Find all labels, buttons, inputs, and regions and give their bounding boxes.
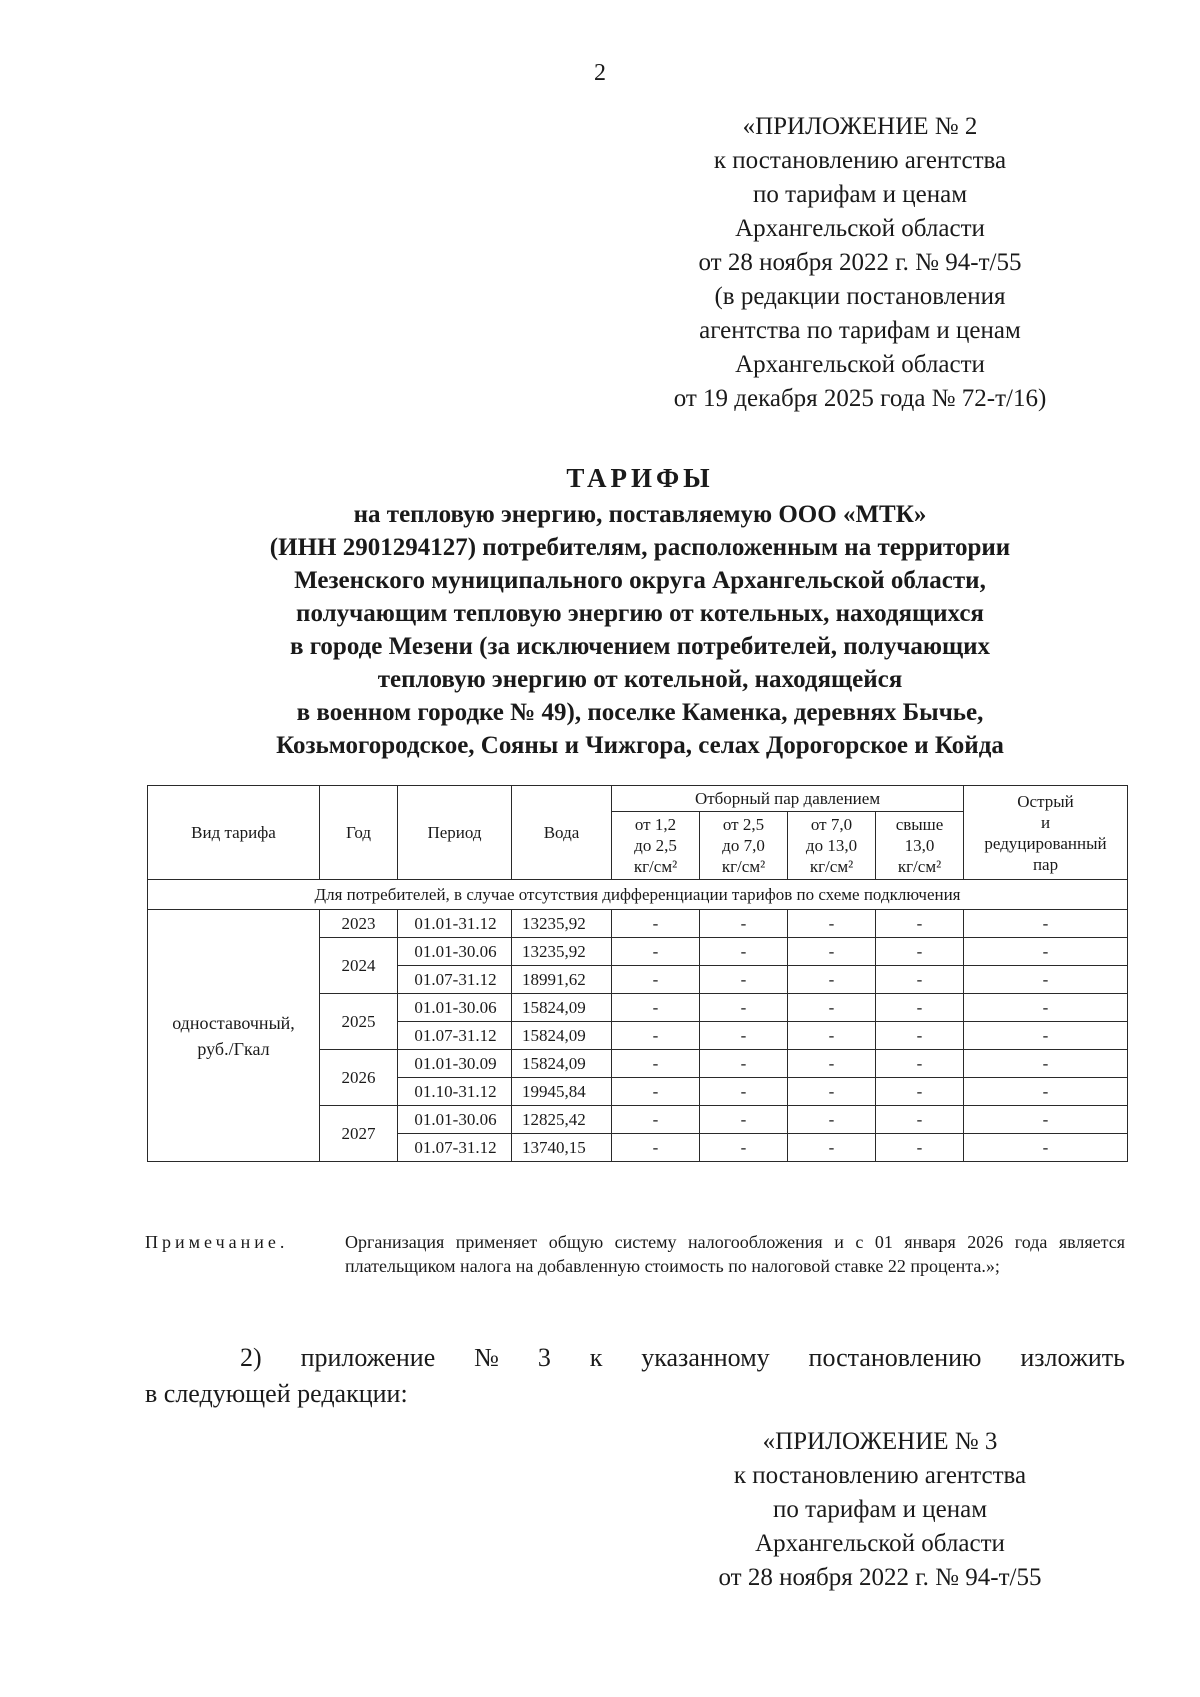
dash-cell: - — [788, 966, 876, 994]
dash-cell: - — [612, 1134, 700, 1162]
water-cell: 13740,15 — [512, 1134, 612, 1162]
header-sharp-steam-line: Острый — [1017, 791, 1074, 811]
year-cell: 2027 — [320, 1106, 398, 1162]
dash-cell: - — [964, 1106, 1128, 1134]
dash-cell: - — [612, 1106, 700, 1134]
period-cell: 01.01-31.12 — [398, 910, 512, 938]
header-steam-line: до 2,5 — [634, 836, 677, 855]
dash-cell: - — [876, 910, 964, 938]
appendix-2-line: (в редакции постановления — [714, 283, 1006, 310]
note-text: Организация применяет общую систему налогообложения и с 01 января 2026 года является плательщиком налога на добавленную стоимость по налоговой ставке 22 процента.»; — [345, 1232, 1125, 1276]
header-steam-line: до 13,0 — [805, 836, 858, 855]
header-steam-line: кг/см² — [897, 857, 942, 876]
header-steam-line: 13,0 — [904, 836, 935, 855]
water-cell: 15824,09 — [512, 1050, 612, 1078]
dash-cell: - — [876, 1134, 964, 1162]
appendix-3-header — [620, 1425, 1140, 1595]
appendix-3-line: по тарифам и ценам — [772, 1496, 988, 1523]
header-sharp-steam-line: пар — [1032, 854, 1059, 874]
dash-cell: - — [876, 994, 964, 1022]
dash-cell: - — [700, 938, 788, 966]
dash-cell: - — [612, 1078, 700, 1106]
water-cell: 12825,42 — [512, 1106, 612, 1134]
period-cell: 01.01-30.06 — [398, 1106, 512, 1134]
title-line: (ИНН 2901294127) потребителям, расположенным на территории — [269, 534, 1011, 561]
title-heading: ТАРИФЫ — [566, 463, 714, 493]
header-period: Период — [398, 786, 512, 880]
dash-cell: - — [964, 910, 1128, 938]
header-steam-4 — [876, 812, 964, 880]
appendix-2-line: по тарифам и ценам — [752, 181, 968, 208]
dash-cell: - — [700, 1134, 788, 1162]
appendix-2-header — [600, 110, 1120, 416]
dash-cell: - — [788, 938, 876, 966]
header-steam-line: до 7,0 — [722, 836, 765, 855]
dash-cell: - — [700, 966, 788, 994]
instruction-word: 3 — [537, 1343, 551, 1372]
instruction-word: № — [474, 1343, 499, 1372]
dash-cell: - — [612, 910, 700, 938]
appendix-2-line: агентства по тарифам и ценам — [699, 317, 1021, 344]
header-sharp-steam-line: и — [1040, 812, 1051, 832]
instruction-paragraph — [145, 1340, 1125, 1412]
year-cell: 2023 — [320, 910, 398, 938]
dash-cell: - — [964, 966, 1128, 994]
dash-cell: - — [964, 1022, 1128, 1050]
dash-cell: - — [964, 1078, 1128, 1106]
dash-cell: - — [964, 1134, 1128, 1162]
document-title — [120, 462, 1160, 762]
tariff-kind-cell — [148, 910, 320, 1162]
period-cell: 01.10-31.12 — [398, 1078, 512, 1106]
header-sharp-steam-line: редуцированный — [984, 833, 1107, 853]
instruction-word: приложение — [300, 1343, 436, 1372]
header-steam-1 — [612, 812, 700, 880]
dash-cell: - — [700, 1078, 788, 1106]
dash-cell: - — [788, 1050, 876, 1078]
dash-cell: - — [612, 1022, 700, 1050]
appendix-3-line: «ПРИЛОЖЕНИЕ № 3 — [762, 1428, 998, 1455]
period-cell: 01.07-31.12 — [398, 966, 512, 994]
dash-cell: - — [700, 1050, 788, 1078]
dash-cell: - — [788, 1078, 876, 1106]
tariff-kind-line: одноставочный, — [172, 1012, 295, 1033]
period-cell: 01.01-30.06 — [398, 994, 512, 1022]
instruction-word: к — [589, 1343, 603, 1372]
dash-cell: - — [964, 1050, 1128, 1078]
water-cell: 19945,84 — [512, 1078, 612, 1106]
dash-cell: - — [700, 910, 788, 938]
appendix-2-line: Архангельской области — [735, 351, 985, 378]
header-steam-line: кг/см² — [809, 857, 854, 876]
appendix-3-line: от 28 ноября 2022 г. № 94-т/55 — [718, 1564, 1042, 1591]
appendix-2-line: от 19 декабря 2025 года № 72-т/16) — [673, 385, 1047, 412]
water-cell: 18991,62 — [512, 966, 612, 994]
appendix-2-line: Архангельской области — [735, 215, 985, 242]
dash-cell: - — [612, 966, 700, 994]
page-number: 2 — [594, 60, 606, 86]
appendix-2-line: «ПРИЛОЖЕНИЕ № 2 — [742, 113, 978, 140]
dash-cell: - — [700, 1022, 788, 1050]
period-cell: 01.01-30.06 — [398, 938, 512, 966]
instruction-first-line — [145, 1340, 1125, 1376]
note-label: Примечание. — [145, 1232, 289, 1252]
instruction-word: изложить — [1020, 1343, 1125, 1372]
appendix-2-line: от 28 ноября 2022 г. № 94-т/55 — [698, 249, 1022, 276]
year-cell: 2026 — [320, 1050, 398, 1106]
header-steam-group: Отборный пар давлением — [612, 786, 964, 812]
appendix-3-line: к постановлению агентства — [733, 1462, 1027, 1489]
dash-cell: - — [876, 1050, 964, 1078]
title-line: в военном городке № 49), поселке Каменка, деревнях Бычье, — [296, 699, 984, 726]
header-steam-2 — [700, 812, 788, 880]
dash-cell: - — [788, 1022, 876, 1050]
dash-cell: - — [876, 938, 964, 966]
period-cell: 01.07-31.12 — [398, 1022, 512, 1050]
dash-cell: - — [876, 1022, 964, 1050]
appendix-3-line: Архангельской области — [755, 1530, 1005, 1557]
dash-cell: - — [876, 966, 964, 994]
header-water: Вода — [512, 786, 612, 880]
period-cell: 01.07-31.12 — [398, 1134, 512, 1162]
period-cell: 01.01-30.09 — [398, 1050, 512, 1078]
header-steam-3 — [788, 812, 876, 880]
instruction-word: указанному — [641, 1343, 770, 1372]
dash-cell: - — [788, 910, 876, 938]
title-line: на тепловую энергию, поставляемую ООО «МТК» — [353, 501, 927, 528]
header-steam-line: от 2,5 — [722, 815, 765, 834]
appendix-2-line: к постановлению агентства — [713, 147, 1007, 174]
header-steam-line: кг/см² — [633, 857, 678, 876]
header-steam-line: от 1,2 — [634, 815, 677, 834]
consumer-group-label: Для потребителей, в случае отсутствия дифференциации тарифов по схеме подключения — [148, 880, 1128, 910]
header-steam-line: от 7,0 — [810, 815, 853, 834]
dash-cell: - — [788, 1106, 876, 1134]
title-line: Мезенского муниципального округа Архангельской области, — [294, 567, 986, 594]
tariff-table — [147, 785, 1128, 1162]
dash-cell: - — [788, 994, 876, 1022]
header-year: Год — [320, 786, 398, 880]
dash-cell: - — [612, 994, 700, 1022]
year-cell: 2025 — [320, 994, 398, 1050]
instruction-word: постановлению — [808, 1343, 982, 1372]
header-steam-line: кг/см² — [721, 857, 766, 876]
header-tariff-kind: Вид тарифа — [148, 786, 320, 880]
instruction-second-line: в следующей редакции: — [145, 1379, 408, 1408]
dash-cell: - — [964, 994, 1128, 1022]
title-line: Козьмогородское, Сояны и Чижгора, селах Дорогорское и Койда — [276, 732, 1004, 759]
title-line: получающим тепловую энергию от котельных, находящихся — [296, 600, 984, 627]
year-cell: 2024 — [320, 938, 398, 994]
water-cell: 13235,92 — [512, 938, 612, 966]
instruction-word: 2) — [240, 1343, 262, 1372]
water-cell: 15824,09 — [512, 1022, 612, 1050]
dash-cell: - — [876, 1078, 964, 1106]
dash-cell: - — [612, 1050, 700, 1078]
tariff-kind-line: руб./Гкал — [197, 1038, 270, 1059]
dash-cell: - — [700, 994, 788, 1022]
dash-cell: - — [612, 938, 700, 966]
header-sharp-steam — [964, 786, 1128, 880]
title-line: в городе Мезени (за исключением потребителей, получающих — [289, 633, 991, 660]
water-cell: 15824,09 — [512, 994, 612, 1022]
dash-cell: - — [788, 1134, 876, 1162]
header-steam-line: свыше — [895, 815, 944, 834]
dash-cell: - — [964, 938, 1128, 966]
dash-cell: - — [876, 1106, 964, 1134]
title-line: тепловую энергию от котельной, находящейся — [377, 666, 903, 693]
dash-cell: - — [700, 1106, 788, 1134]
water-cell: 13235,92 — [512, 910, 612, 938]
